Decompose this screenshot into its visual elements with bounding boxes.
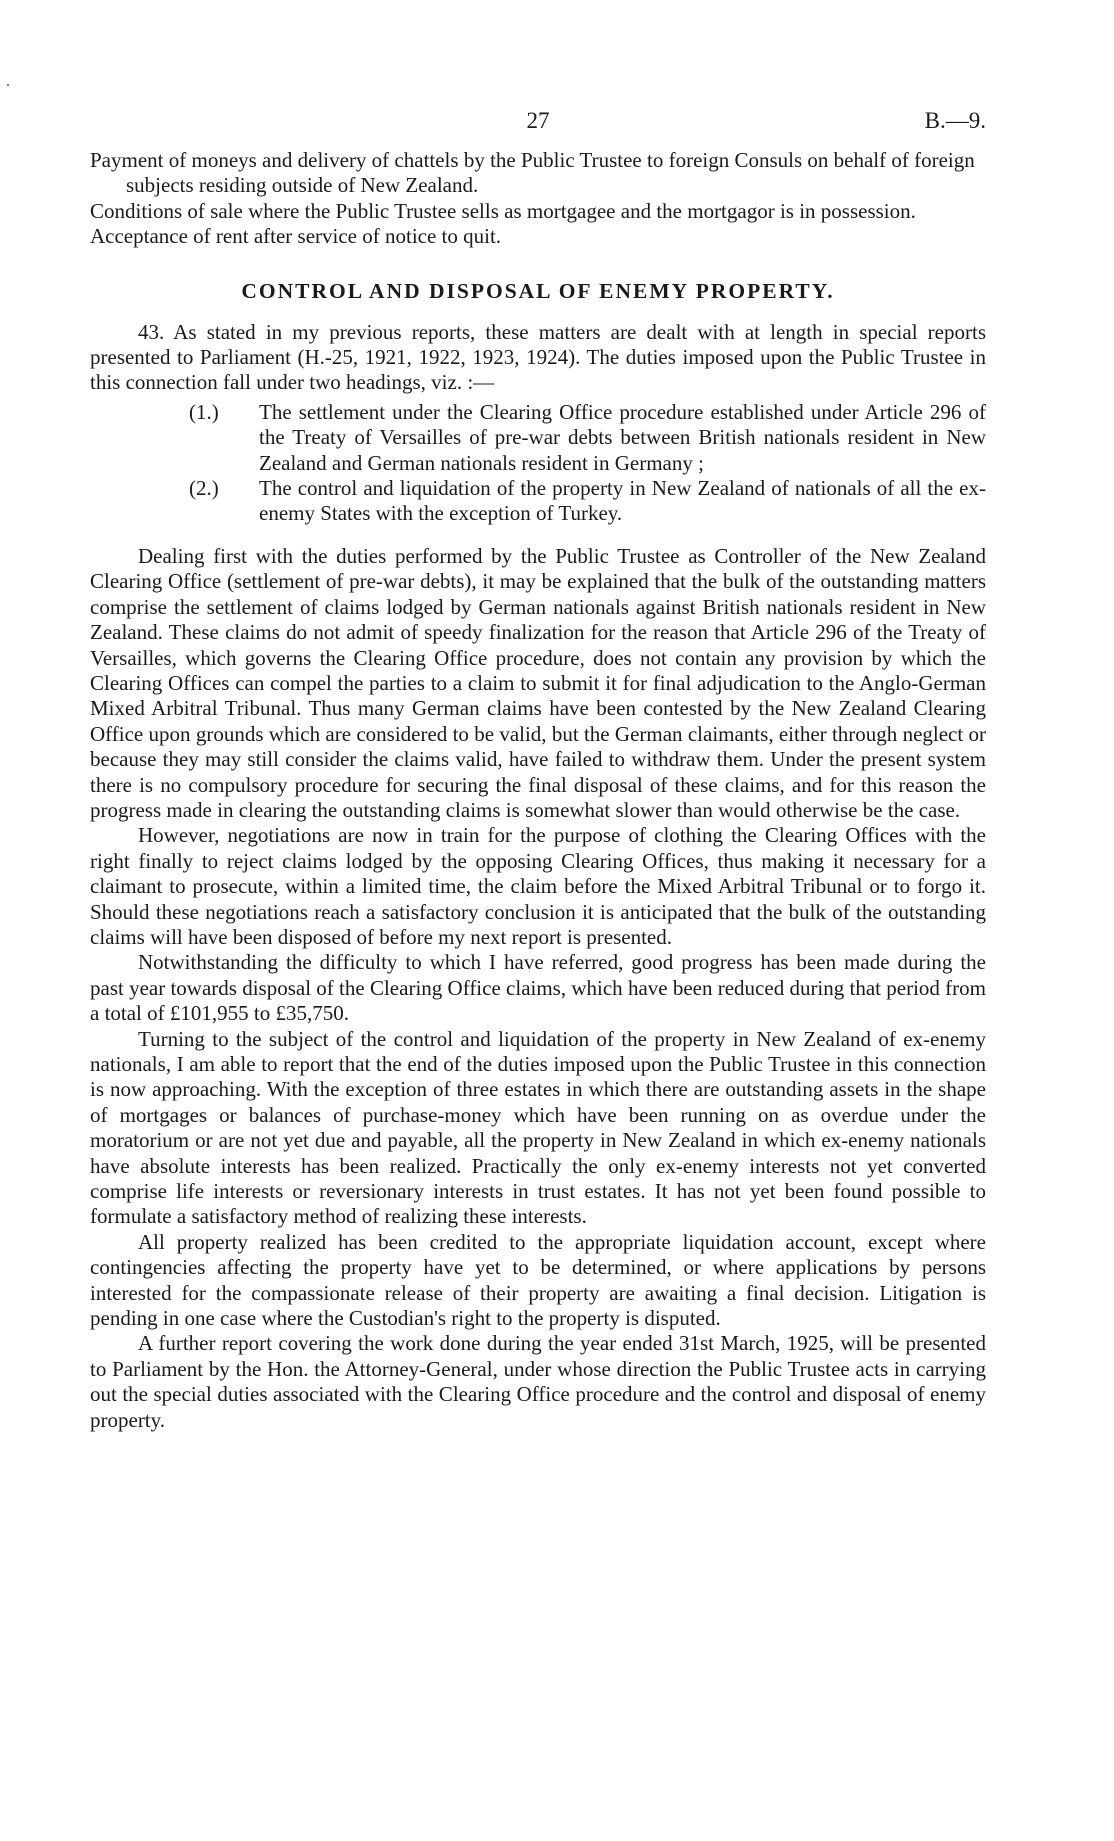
- document-page: [90, 108, 986, 1433]
- duty-heading-item: [90, 400, 986, 476]
- duty-headings-list: [90, 400, 986, 527]
- body-paragraph: A further report covering the work done during the year ended 31st March, 1925, will be presented to Parliament by the Hon. the Attorney-General, under whose direction the Public Trustee acts in carrying out the special duties associated with the Clearing Office procedure and the control and disposal of enemy property.: [90, 1331, 986, 1432]
- body-paragraph: Dealing first with the duties performed by the Public Trustee as Controller of the New Zealand Clearing Office (settlement of pre-war debts), it may be explained that the bulk of the outstanding matters comprise the settlement of claims lodged by German nationals against British nationals resident in New Zealand. These claims do not admit of speedy finalization for the reason that Article 296 of the Treaty of Versailles, which governs the Clearing Office procedure, does not contain any provision by which the Clearing Offices can compel the parties to a claim to submit it for final adjudication to the Anglo-German Mixed Arbitral Tribunal. Thus many German claims have been contested by the New Zealand Clearing Office upon grounds which are considered to be valid, but the German claimants, either through neglect or because they may still consider the claims valid, have failed to withdraw them. Under the present system there is no compulsory procedure for securing the final disposal of these claims, and for this reason the progress made in clearing the outstanding claims is somewhat slower than would otherwise be the case.: [90, 543, 986, 822]
- document-reference: B.—9.: [924, 108, 986, 133]
- page-number: 27: [526, 108, 550, 133]
- intro-item: Acceptance of rent after service of notice to quit.: [90, 224, 502, 249]
- duty-heading-number: (1.): [189, 399, 219, 424]
- paragraph-43: 43. As stated in my previous reports, these matters are dealt with at length in special reports presented to Parliament (H.-25, 1921, 1922, 1923, 1924). The duties imposed upon the Public Trustee in this connection fall under two headings, viz. :—: [90, 319, 986, 395]
- intro-item: Payment of moneys and delivery of chattels by the Public Trustee to foreign Consuls on behalf of foreign subjects residing outside of New Zealand.: [90, 148, 975, 198]
- intro-list: [90, 148, 986, 250]
- duty-heading-number: (2.): [189, 476, 219, 501]
- body-paragraph: Turning to the subject of the control and liquidation of the property in New Zealand of ex-enemy nationals, I am able to report that the end of the duties imposed upon the Public Trustee in this connection is now approaching. With the exception of three estates in which there are outstanding assets in the shape of mortgages or balances of purchase-money which have been running on as overdue under the moratorium or are not yet due and payable, all the property in New Zealand in which ex-enemy nationals have absolute interests has been realized. Practically the only ex-enemy interests not yet converted comprise life interests or reversionary interests in trust estates. It has not yet been found possible to formulate a satisfactory method of realizing these interests.: [90, 1026, 986, 1229]
- body-paragraph: All property realized has been credited to the appropriate liquidation account, except where contingencies affecting the property have yet to be determined, or where applications by persons interested for the compassionate release of their property are awaiting a final decision. Litigation is pending in one case where the Custodian's right to the property is disputed.: [90, 1229, 986, 1331]
- duty-heading-item: [90, 476, 986, 527]
- scan-speck: [7, 84, 9, 86]
- body-paragraph: However, negotiations are now in train for the purpose of clothing the Clearing Offices with the right finally to reject claims lodged by the opposing Clearing Offices, thus making it necessary for a claimant to prosecute, within a limited time, the claim before the Mixed Arbitral Tribunal or to forgo it. Should these negotiations reach a satisfactory conclusion it is anticipated that the bulk of the outstanding claims will have been disposed of before my next report is presented.: [90, 823, 986, 949]
- running-head: [90, 108, 986, 148]
- section-heading: CONTROL AND DISPOSAL OF ENEMY PROPERTY.: [241, 278, 835, 303]
- intro-item: Conditions of sale where the Public Trustee sells as mortgagee and the mortgagor is in possession.: [90, 198, 916, 223]
- body-paragraph: Notwithstanding the difficulty to which I have referred, good progress has been made during the past year towards disposal of the Clearing Office claims, which have been reduced during that period from a total of £101,955 to £35,750.: [90, 950, 986, 1026]
- duty-heading-text: The settlement under the Clearing Office procedure established under Article 296 of the Treaty of Versailles of pre-war debts between British nationals resident in New Zealand and German nationals resident in Germany ;: [259, 399, 986, 475]
- duty-heading-text: The control and liquidation of the property in New Zealand of nationals of all the ex-enemy States with the exception of Turkey.: [259, 476, 986, 526]
